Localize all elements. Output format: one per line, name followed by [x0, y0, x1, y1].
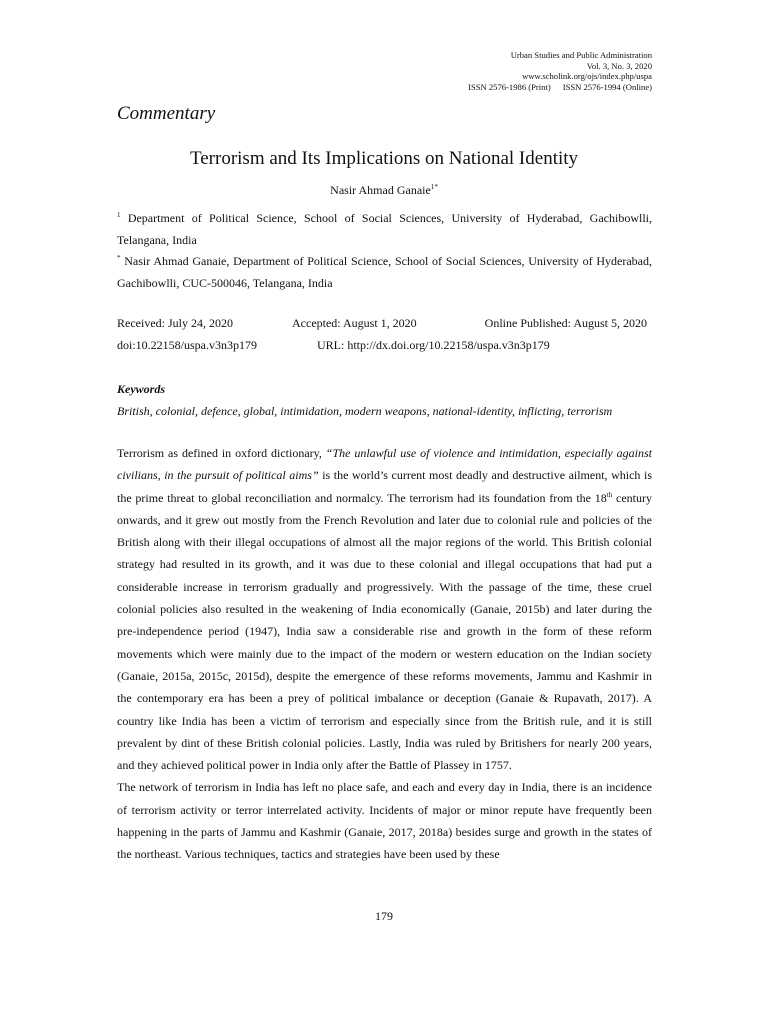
issn-print: ISSN 2576-1986 (Print)	[468, 81, 551, 92]
author-name: Nasir Ahmad Ganaie	[330, 183, 431, 197]
affiliation-mark: 1	[117, 211, 121, 219]
issn-online: ISSN 2576-1994 (Online)	[562, 81, 652, 92]
affiliation-1	[117, 204, 652, 251]
affiliation-2	[117, 247, 652, 294]
p1-intro: Terrorism as defined in oxford dictionary,	[117, 446, 326, 460]
affiliation-mark: *	[117, 254, 121, 262]
p1-superscript: th	[606, 490, 613, 499]
received-date: Received: July 24, 2020	[117, 316, 233, 330]
body-paragraph-1	[117, 442, 652, 776]
keywords-list: British, colonial, defence, global, intimidation, modern weapons, national-identity, inflicting, terrorism	[117, 404, 613, 418]
page-number: 179	[375, 909, 393, 923]
body-paragraph-2: The network of terrorism in India has left no place safe, and each and every day in India, there is an incidence of terrorism activity or terror interrelated activity. Incidents of major or minor repute have frequently been happening in the parts of Jammu and Kashmir (Ganaie, 2017, 2018a) besides surge and growth in the states of the northeast. Various techniques, tactics and strategies have been used by these	[117, 780, 652, 862]
affiliation-text: Department of Political Science, School of Social Sciences, University of Hyderabad, Gachibowlli, Telangana, India	[117, 211, 653, 247]
keywords-heading: Keywords	[117, 382, 165, 396]
author-line	[0, 183, 768, 198]
p1-quote: “The unlawful use of violence and intimidation, especially against civilians, in the pursuit of political aims”	[117, 446, 652, 483]
p1-part3: century onwards, and it grew out mostly from the French Revolution and later due to colonial rule and policies of the British along with their illegal occupations of almost all the major regions of the world. This British colonial strategy had resulted in its growth, and it was due to these colonial and illegal occupations that had put a considerable increase in terrorism gradually and progressively. With the passage of the time, these cruel colonial policies also resulted in the weakening of India economically (Ganaie, 2015b) and later during the pre-independence period (1947), India saw a considerable rise and growth in the form of these reform movements which were mainly due to the impact of the modern or western education on the Indian society (Ganaie, 2015a, 2015c, 2015d), despite the emergence of these reforms movements, Jammu and Kashmir in the contemporary era has been a prey of political imbalance or deception (Ganaie & Rupavath, 2017). A country like India has been a victim of terrorism and especially since from the British rule, and it is still prevalent by dint of these British colonial policies. Lastly, India was ruled by Britishers for nearly 200 years, and they achieved political power in India only after the Battle of Plassey in 1757.	[117, 490, 653, 773]
issn-line	[252, 82, 652, 93]
journal-header	[252, 50, 652, 92]
section-label: Commentary	[117, 103, 216, 124]
accepted-date: Accepted: August 1, 2020	[292, 316, 417, 330]
author-marks: 1*	[430, 183, 438, 191]
doi-text: doi:10.22158/uspa.v3n3p179	[117, 338, 257, 352]
article-title: Terrorism and Its Implications on National Identity	[189, 148, 579, 169]
journal-volume: Vol. 3, No. 3, 2020	[586, 60, 652, 71]
doi-url[interactable]: URL: http://dx.doi.org/10.22158/uspa.v3n3p179	[317, 338, 550, 352]
published-date: Online Published: August 5, 2020	[484, 316, 647, 330]
journal-url[interactable]: www.scholink.org/ojs/index.php/uspa	[522, 71, 652, 82]
journal-name: Urban Studies and Public Administration	[510, 50, 652, 60]
affiliation-text: Nasir Ahmad Ganaie, Department of Political Science, School of Social Sciences, University of Hyderabad, Gachibowlli, CUC-500046, Telangana, India	[117, 254, 653, 290]
p1-part2: is the world’s current most deadly and destructive ailment, which is the prime threat to global reconciliation and normalcy. The terrorism had its foundation from the 18	[117, 468, 652, 505]
article-body	[117, 442, 652, 866]
